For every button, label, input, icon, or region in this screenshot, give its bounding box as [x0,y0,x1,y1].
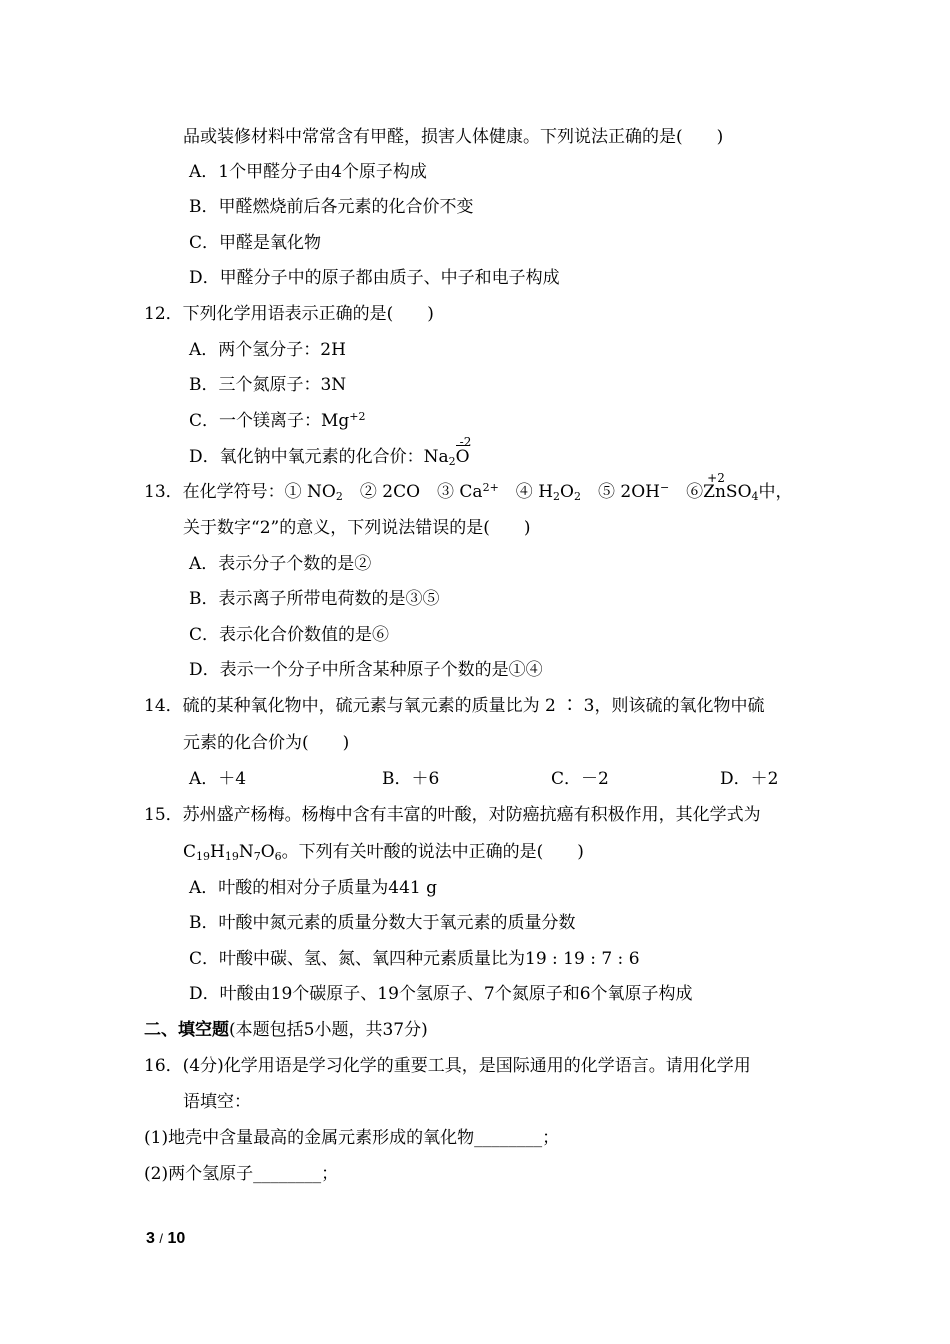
section-heading: 二、填空题(本题包括5小题，共37分) [144,1020,428,1040]
q11-option-c: C．甲醛是氧化物 [189,233,322,253]
valence-notation: -2 O [455,435,472,467]
charge-superscript: +2 [349,410,366,423]
q14-stem: 14．硫的某种氧化物中，硫元素与氧元素的质量比为 2 ∶ 3，则该硫的氧化物中硫 [144,696,765,716]
q12-option-a: A．两个氢分子：2H [189,340,346,360]
q15-option-b: B．叶酸中氮元素的质量分数大于氧元素的质量分数 [189,913,576,933]
q11-option-b: B．甲醛燃烧前后各元素的化合价不变 [189,197,474,217]
q13-stem-continuation: 关于数字“2”的意义，下列说法错误的是( ) [183,518,531,538]
q13-option-c: C．表示化合价数值的是⑥ [189,625,390,645]
q16-part-1: (1)地壳中含量最高的金属元素形成的氧化物________； [144,1128,560,1148]
q13-stem: 13．在化学符号：① $NO_2$ ② 2CO ③ $Ca^{2+}$ ④ $H_2O_2$ ⑤ 2OH− ⑥ +2 ZnSO$_4$中， [144,471,793,503]
q13-option-b: B．表示离子所带电荷数的是③⑤ [189,589,440,609]
q15-option-d: D．叶酸由19个碳原子、19个氢原子、7个氮原子和6个氧原子构成 [189,984,693,1004]
q14-option-b: B．＋6 [382,769,440,789]
q14-stem-continuation: 元素的化合价为( ) [183,733,350,753]
q14-option-d: D．＋2 [720,769,779,789]
page-number: 3 / 10 [146,1230,186,1247]
q13-option-d: D．表示一个分子中所含某种原子个数的是①④ [189,660,543,680]
q16-stem: 16．(4分)化学用语是学习化学的重要工具，是国际通用的化学语言。请用化学用 [144,1056,751,1076]
q11-option-d: D．甲醛分子中的原子都由质子、中子和电子构成 [189,268,560,288]
q14-option-a: A．＋4 [189,769,247,789]
q15-stem: 15．苏州盛产杨梅。杨梅中含有丰富的叶酸，对防癌抗癌有积极作用，其化学式为 [144,805,761,825]
q12-option-c: C．一个镁离子：$Mg^{+2}$ [189,410,366,431]
q15-option-c: C．叶酸中碳、氢、氮、氧四种元素质量比为19 : 19 : 7 : 6 [189,949,640,969]
chemical-formula: $C_{19}H_{19}N_7O_6$ [183,842,282,863]
q12-option-d: D．氧化钠中氧元素的化合价：$Na_2$ -2 O [189,435,472,468]
q12-stem: 12．下列化学用语表示正确的是( ) [144,304,434,324]
q14-option-c: C．－2 [551,769,609,789]
q16-part-2: (2)两个氢原子________； [144,1164,339,1184]
q11-option-a: A．1个甲醛分子由4个原子构成 [189,162,427,182]
q15-stem-continuation: $C_{19}H_{19}N_7O_6$。下列有关叶酸的说法中正确的是( ) [183,842,584,863]
valence-notation: +2 ZnSO [703,471,752,502]
q11-stem-continuation: 品或装修材料中常常含有甲醛，损害人体健康。下列说法正确的是( ) [183,127,724,147]
q12-option-b: B．三个氮原子：3N [189,375,347,395]
q15-option-a: A．叶酸的相对分子质量为441 g [189,878,438,898]
q16-stem-continuation: 语填空： [183,1092,251,1112]
q13-option-a: A．表示分子个数的是② [189,554,372,574]
